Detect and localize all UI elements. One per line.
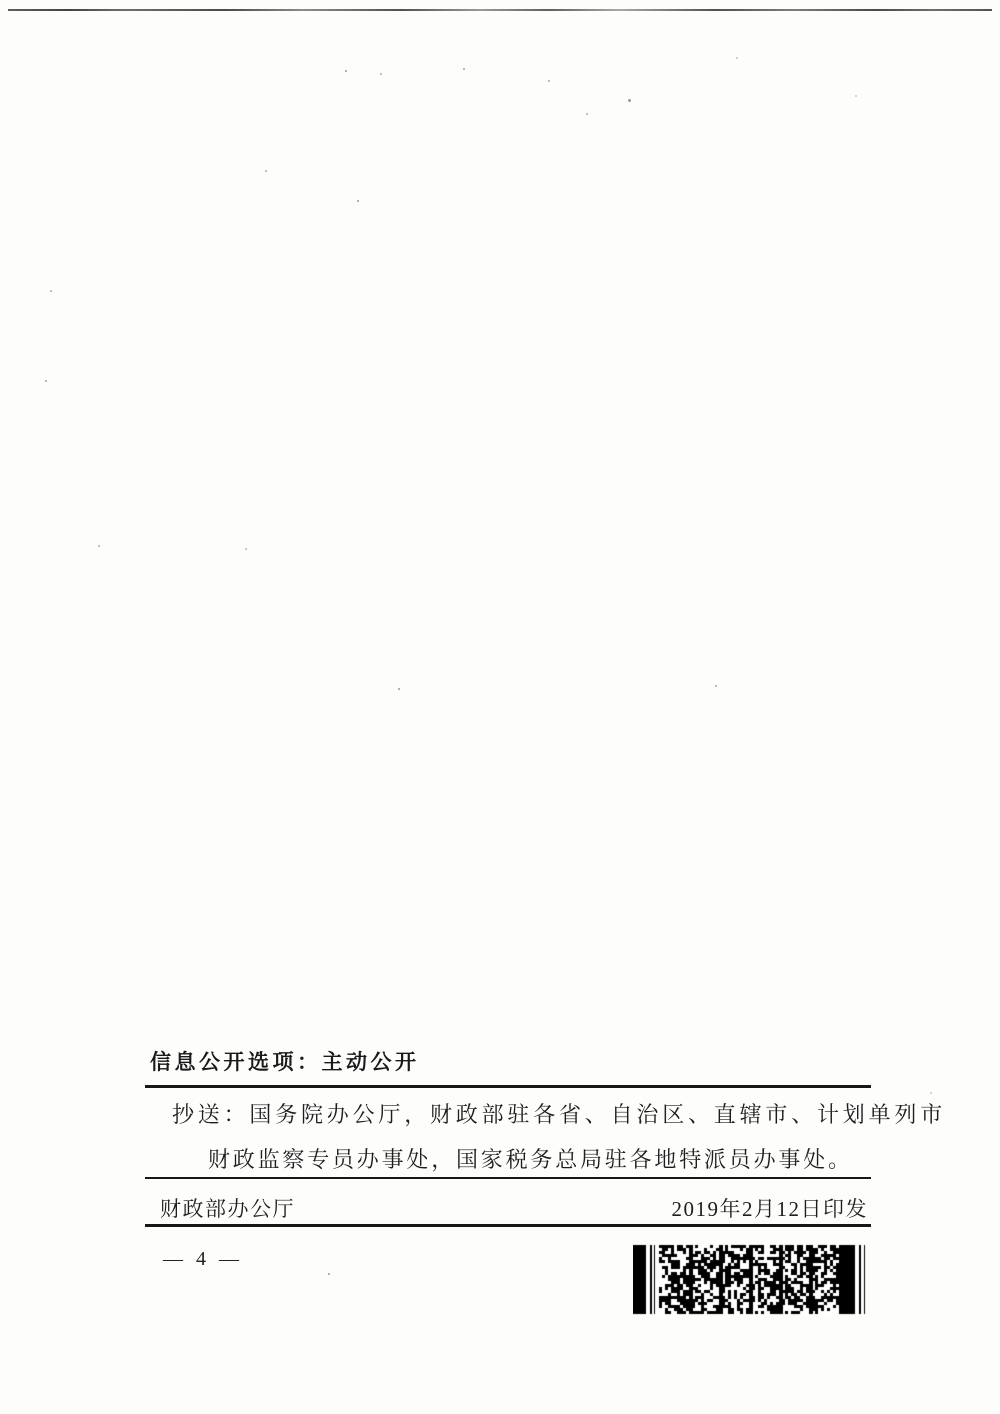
scan-speckle <box>628 99 631 102</box>
disclosure-option-line: 信息公开选项：主动公开 <box>150 1051 420 1074</box>
scan-speckle <box>930 1092 932 1094</box>
scan-speckle <box>265 170 267 172</box>
scan-speckle <box>98 545 100 547</box>
cc-recipients-line-1: 抄送：国务院办公厅，财政部驻各省、自治区、直辖市、计划单列市 <box>172 1102 947 1127</box>
issuer-row <box>160 1193 868 1223</box>
issuer-office: 财政部办公厅 <box>160 1197 295 1221</box>
cc-recipients-line-2: 财政监察专员办事处，国家税务总局驻各地特派员办事处。 <box>208 1147 853 1172</box>
divider-rule-bottom <box>145 1224 871 1227</box>
scan-speckle <box>715 685 717 687</box>
scan-speckle <box>463 68 465 70</box>
divider-rule-top <box>145 1085 871 1088</box>
scan-speckle <box>586 113 588 115</box>
scan-speckle <box>357 200 359 202</box>
scan-speckle <box>398 688 400 690</box>
page-number: — 4 — <box>163 1248 243 1270</box>
scan-speckle <box>50 290 52 292</box>
pdf417-barcode-icon <box>633 1244 866 1315</box>
scan-speckle <box>736 57 738 59</box>
print-date: 2019年2月12日印发 <box>671 1197 868 1221</box>
scan-speckle <box>380 73 382 75</box>
scan-speckle <box>548 80 550 82</box>
scan-speckle <box>345 70 347 72</box>
scan-speckle <box>245 548 247 550</box>
scan-speckle <box>45 380 47 382</box>
scan-speckle <box>855 95 857 97</box>
divider-rule-middle <box>145 1177 871 1179</box>
scan-speckle <box>328 1273 330 1275</box>
scan-artifact-line <box>8 9 992 11</box>
